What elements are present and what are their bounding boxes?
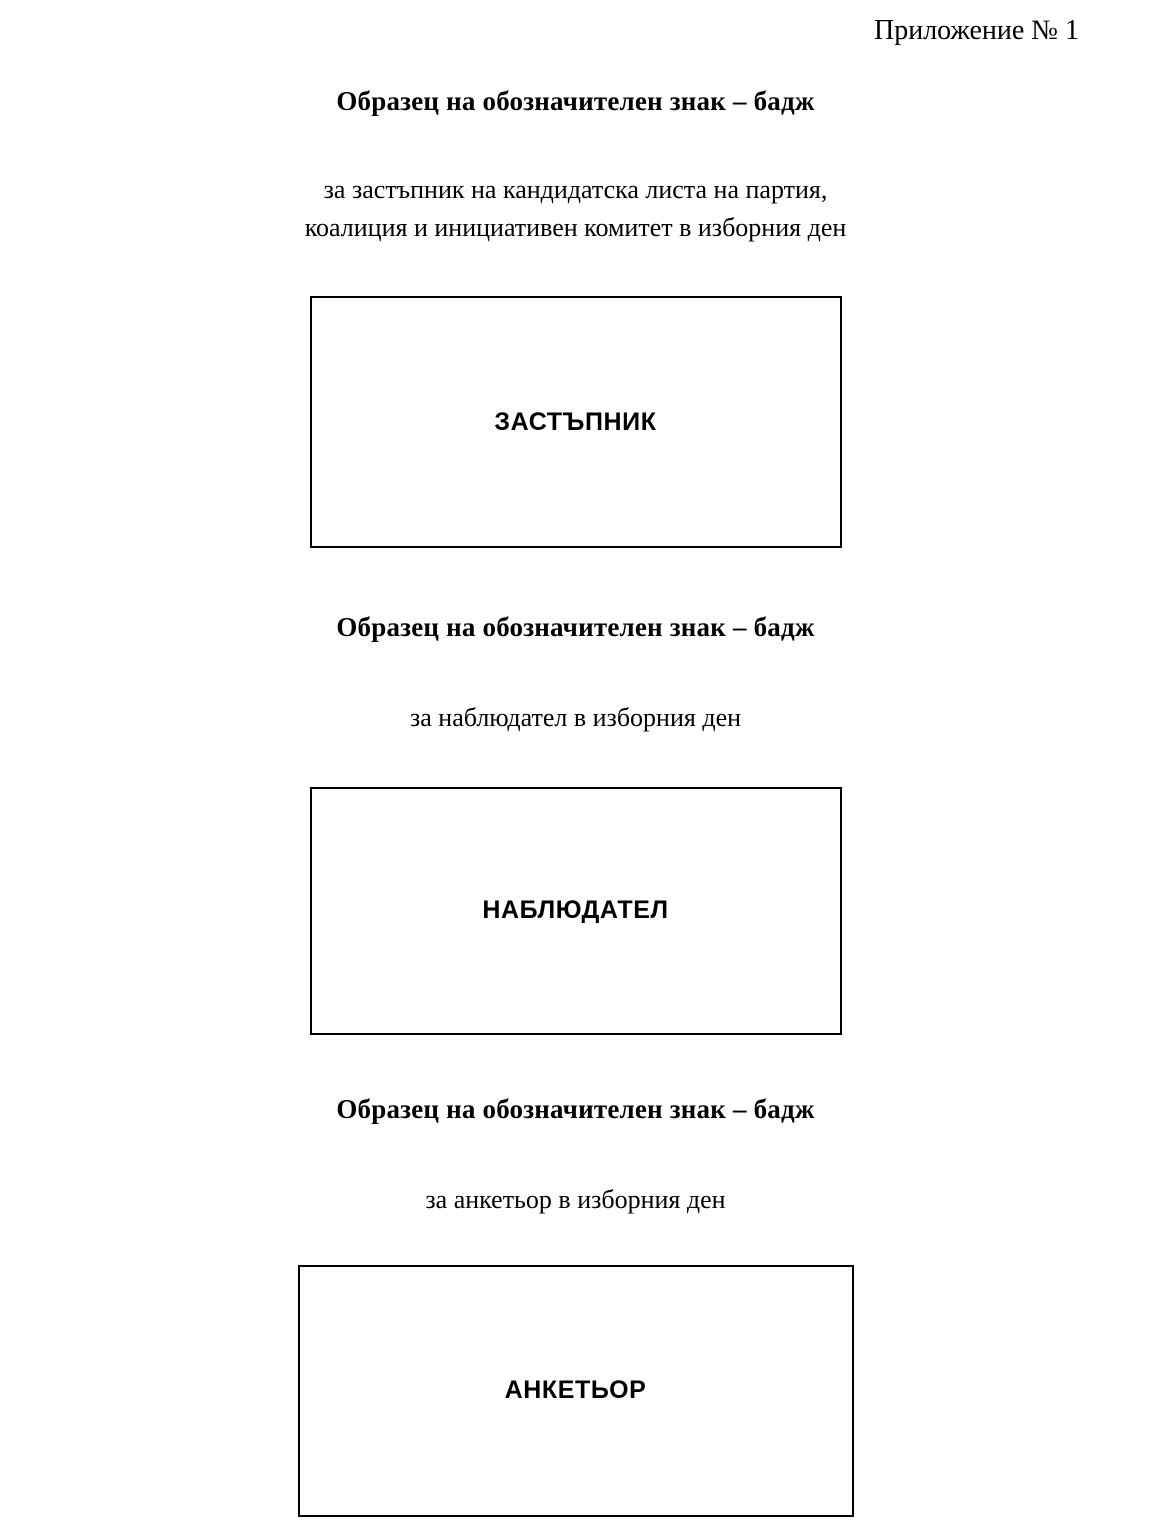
section-title: Образец на обозначителен знак – бадж: [336, 612, 815, 642]
section-subtitle: за анкетьор в изборния ден: [425, 1185, 726, 1214]
badge-sample-box: [310, 296, 842, 548]
badge-label: АНКЕТЬОР: [504, 1376, 647, 1405]
badge-sample-box: [298, 1265, 854, 1517]
badge-label: ЗАСТЪПНИК: [494, 407, 657, 436]
badge-section-nabludatel: [0, 612, 1151, 1035]
section-subtitle: за наблюдател в изборния ден: [409, 703, 742, 732]
badge-label: НАБЛЮДАТЕЛ: [482, 896, 669, 925]
badge-section-zastapnik: [0, 86, 1151, 548]
badge-section-anketior: [0, 1094, 1151, 1517]
appendix-number: Приложение № 1: [874, 15, 1079, 46]
section-title: Образец на обозначителен знак – бадж: [336, 1094, 815, 1124]
section-title: Образец на обозначителен знак – бадж: [336, 86, 815, 116]
badge-sample-box: [310, 787, 842, 1035]
section-subtitle: за застъпник на кандидатска листа на партия, коалиция и инициативен комитет в изборния ден: [304, 175, 847, 242]
